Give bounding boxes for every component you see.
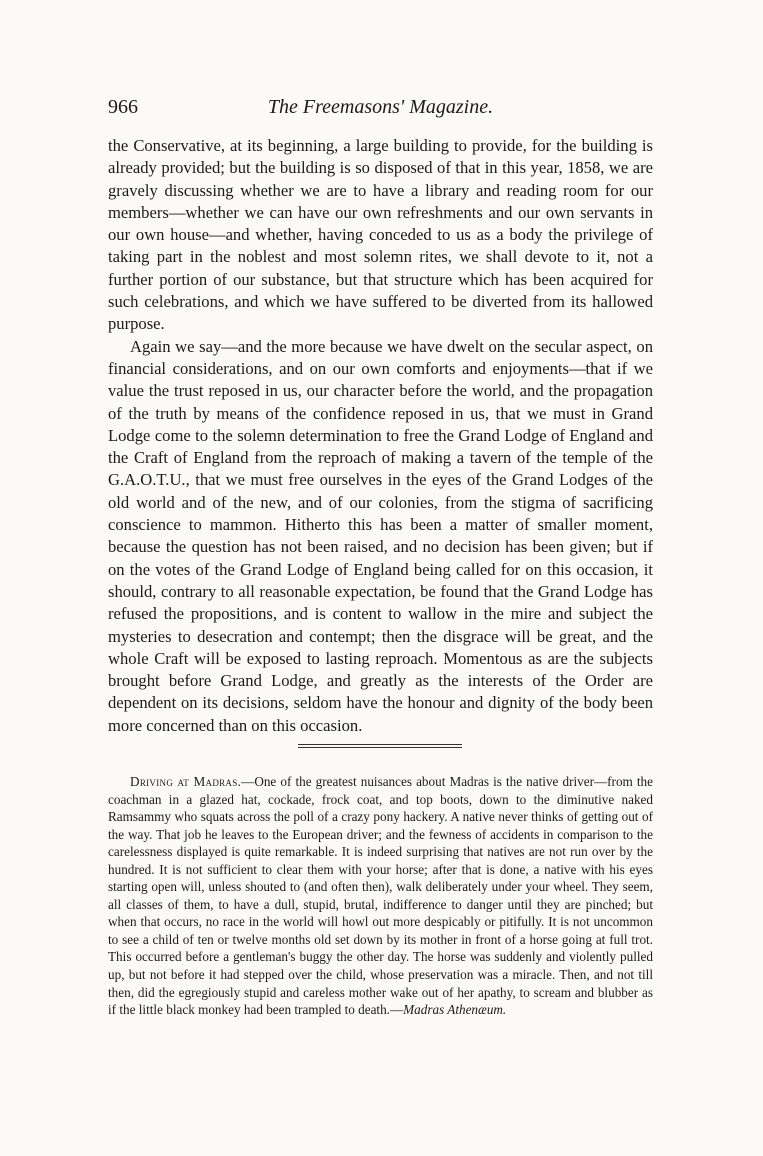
note-title: Driving at Madras. bbox=[130, 774, 242, 789]
page-header bbox=[108, 96, 653, 126]
news-note bbox=[108, 773, 653, 1019]
article-body bbox=[108, 135, 653, 737]
note-body: —One of the greatest nuisances about Madras is the native driver—from the coachman in a glazed hat, cockade, frock coat, and top boots, down to the diminutive naked Ramsammy who squats across the poll of a crazy pony hackery. A native never thinks of getting out of the way. That job he leaves to the European driver; and the fewness of accidents in comparison to the carelessness displayed is quite remarkable. It is indeed surprising that natives are not run over by the hundred. It is not sufficient to clear them with your horse; after that is done, a native with his eyes starting open will, unless shouted to (and often then), walk deliberately under your wheel. They seem, all classes of them, to have a dull, stupid, brutal, indifference to danger until they are pinched; but when that occurs, no race in the world will howl out more despicably or pitifully. It is not uncommon to see a child of ten or twelve months old set down by its mother in front of a horse going at full trot. This occurred before a gentleman's buggy the other day. The horse was suddenly and violently pulled up, but not before it had stepped over the child, whose preservation was a miracle. Then, and not till then, did the egregiously stupid and careless mother wake out of her apathy, to scream and blubber as if the little black monkey had been trampled to death. bbox=[108, 774, 653, 1018]
article-paragraph: Again we say—and the more because we have dwelt on the secular aspect, on financial considerations, and on our own comforts and enjoyments—that if we value the trust reposed in us, our character before the world, and the propagation of the truth by means of the confidence reposed in us, that we must in Grand Lodge come to the solemn determination to free the Grand Lodge of England and the Craft of England from the reproach of making a tavern of the temple of the G.A.O.T.U., that we must free ourselves in the eyes of the Grand Lodges of the old world and of the new, and of our colonies, from the stigma of sacrificing conscience to mammon. Hitherto this has been a matter of smaller moment, because the question has not been raised, and no decision has been given; but if on the votes of the Grand Lodge of England being called for on this occasion, it should, contrary to all reasonable expectation, be found that the Grand Lodge has refused the propositions, and is content to wallow in the mire and subject the mysteries to desecration and contempt; then the disgrace will be great, and the whole Craft will be exposed to lasting reproach. Momentous as are the subjects brought before Grand Lodge, and greatly as the interests of the Order are dependent on its decisions, seldom have the honour and dignity of the body been more concerned than on this occasion. bbox=[108, 336, 653, 735]
note-source-prefix: — bbox=[389, 1002, 404, 1018]
note-paragraph bbox=[108, 773, 653, 1019]
magazine-title: The Freemasons' Magazine. bbox=[267, 96, 494, 118]
note-source: Madras Athenæum. bbox=[403, 1002, 507, 1018]
page-number: 966 bbox=[108, 96, 138, 118]
article-paragraph: the Conservative, at its beginning, a large building to provide, for the building is already provided; but the building is so disposed of that in this year, 1858, we are gravely discussing whether we are to have a library and reading room for our members—whether we can have our own refreshments and our own servants in our own house—and whether, having conceded to us as a body the privilege of taking part in the noblest and most solemn rites, we shall devote to it, not a further portion of our substance, but that structure which has been acquired for such celebrations, and which we have suffered to be diverted from its hallowed purpose. bbox=[108, 136, 653, 334]
section-divider bbox=[298, 744, 462, 750]
